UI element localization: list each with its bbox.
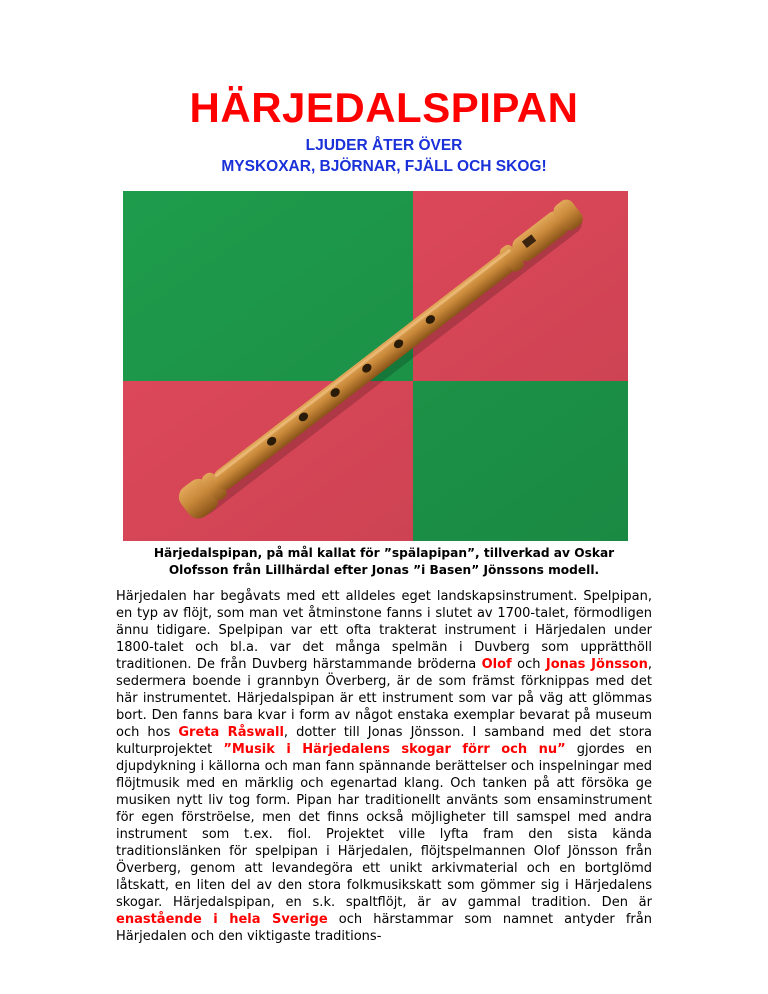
highlight-olof: Olof bbox=[481, 657, 512, 672]
body-text-3: , sedermera boende i grannbyn Överberg, är de som främst förknippas med det här instrumentet. Härjedalspipan är ett instrument som var på väg att glömmas bort. Den fanns bara kvar i form av något enstaka exemplar bevarat på museum och hos bbox=[116, 657, 653, 740]
caption-line-2: Olofsson från Lillhärdal efter Jonas ”i Basen” Jönssons modell. bbox=[168, 563, 600, 577]
page-title: HÄRJEDALSPIPAN bbox=[189, 84, 579, 131]
body-text-6: och härstammar som namnet antyder från Härjedalen och den viktigaste traditions- bbox=[116, 912, 652, 944]
body-paragraph bbox=[116, 588, 652, 945]
body-text-5: gjordes en djupdykning i källorna och man fann spännande berättelser och inspelningar med flöjtmusik med en märklig och egenartad klang. Och tanken på att försöka ge musiken nytt liv tog form. Pipan har traditionellt använts som ensaminstrument för egen förströelse, men det finns också möjligheter till samspel med andra instrument som t.ex. fiol. Projektet ville lyfta fram den sista kända traditionslänken för spelpipan i Härjedalen, flöjtspelmannen Olof Jönsson från Överberg, genom att levandegöra ett unikt arkivmaterial och en bortglömd låtskatt, en liten del av den stora folkmusikskatt som gömmer sig i Härjedalens skogar. Härjedalspipan, en s.k. spaltflöjt, är av gammal tradition. Den är bbox=[116, 742, 652, 910]
caption-line-1: Härjedalspipan, på mål kallat för ”spälapipan”, tillverkad av Oskar bbox=[153, 546, 615, 560]
flute-photo-icon bbox=[123, 191, 628, 541]
highlight-jonas-jonsson: Jonas Jönsson bbox=[545, 657, 648, 672]
recorder-flute-photo bbox=[123, 191, 628, 541]
photo-caption bbox=[0, 545, 768, 579]
highlight-unique-in-sweden: enastående i hela Sverige bbox=[116, 912, 328, 927]
body-text-4: , dotter till Jonas Jönsson. I samband med det stora kulturprojektet bbox=[116, 725, 652, 757]
body-text-1: Härjedalen har begåvats med ett alldeles eget landskapsinstrument. Spelpipan, en typ av flöjt, som man vet åtminstone fanns i slutet av 1700-talet, förmodligen ännu tidigare. Spelpipan var ett ofta trakterat instrument i Härjedalen under 1800-talet och bl.a. var det många spelmän i Duvberg som upprätthöll traditionen. De från Duvberg härstammande bröderna bbox=[116, 589, 652, 672]
subtitle-line-1: LJUDER ÅTER ÖVER bbox=[305, 137, 463, 154]
highlight-project-name: ”Musik i Härjedalens skogar förr och nu” bbox=[223, 742, 566, 757]
subtitle-line-2: MYSKOXAR, BJÖRNAR, FJÄLL OCH SKOG! bbox=[221, 158, 547, 175]
highlight-greta-raswall: Greta Råswall bbox=[178, 725, 284, 740]
body-text-2: och bbox=[511, 657, 546, 672]
